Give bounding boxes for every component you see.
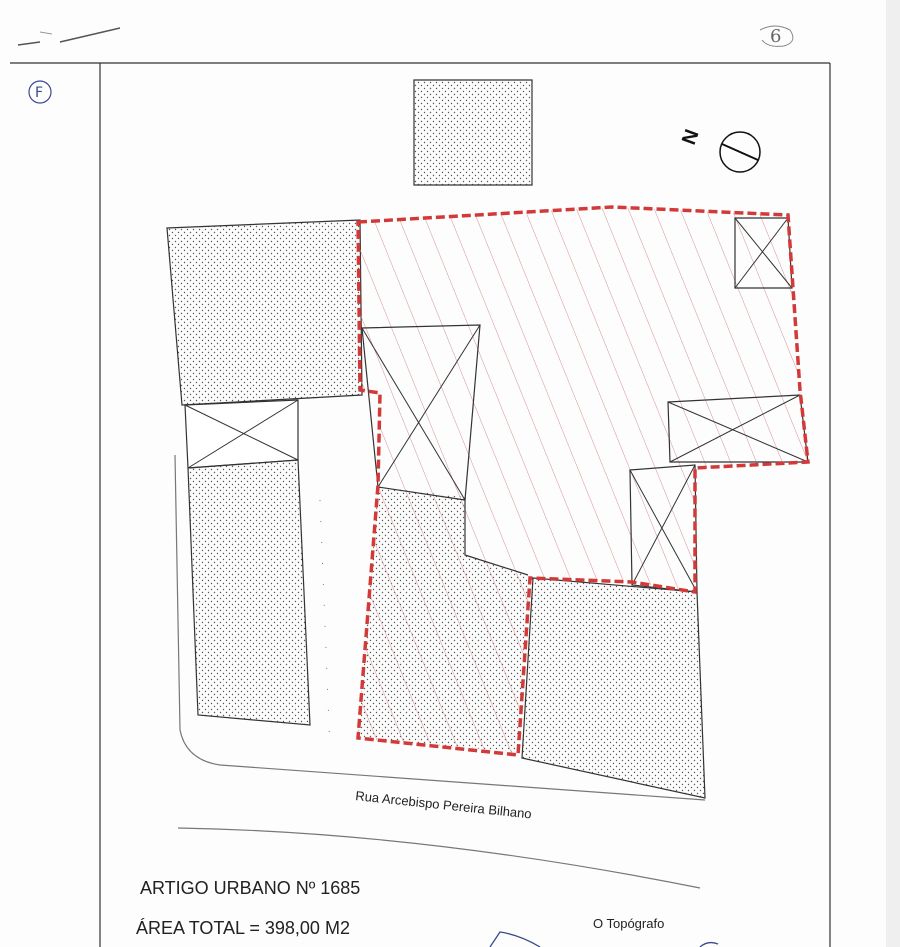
total-area: ÁREA TOTAL = 398,00 M2 [136,918,350,938]
building-southeast [522,578,705,798]
building-west-lower [188,460,310,725]
courtyard-west [185,400,298,468]
street-name: Rua Arcebispo Pereira Bilhano [354,788,533,822]
corner-mark-letter: F [35,85,44,101]
page-number: 6 [770,26,782,47]
north-label: N [678,126,704,148]
scan-edge [886,0,900,947]
article-number: ARTIGO URBANO Nº 1685 [140,878,361,898]
corner-mark [29,81,51,103]
building-north [414,80,532,185]
pen-scribble [18,28,120,45]
building-west-upper [167,220,362,405]
page-number-mark [760,26,793,47]
surveyor-label: O Topógrafo [593,916,665,931]
north-arrow [678,127,760,172]
signature-scribble [490,932,718,947]
